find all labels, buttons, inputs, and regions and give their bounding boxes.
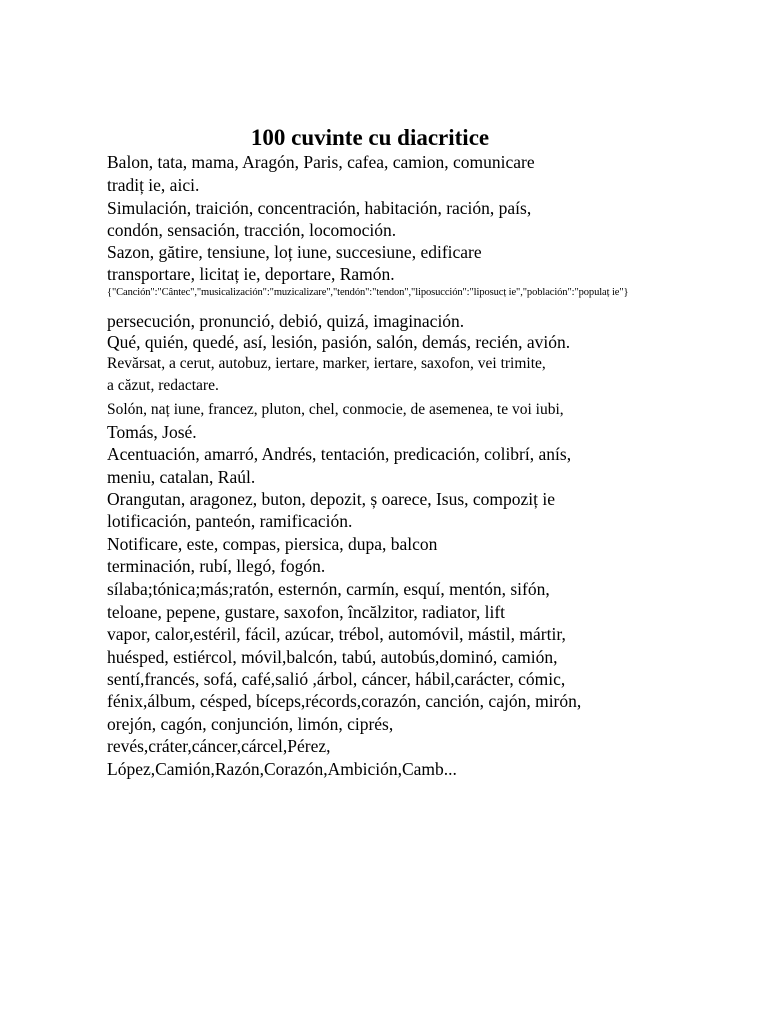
text-line: revés,cráter,cáncer,cárcel,Pérez, <box>107 736 331 756</box>
text-line: persecución, pronunció, debió, quizá, imaginación. <box>107 311 465 331</box>
text-line: a căzut, redactare. <box>107 377 219 394</box>
text-line: fénix,álbum, césped, bíceps,récords,corazón, canción, cajón, mirón, <box>107 691 582 711</box>
text-line: orejón, cagón, conjunción, limón, ciprés, <box>107 714 394 734</box>
text-line: huésped, estiércol, móvil,balcón, tabú, autobús,dominó, camión, <box>107 647 558 667</box>
text-line: vapor, calor,estéril, fácil, azúcar, trébol, automóvil, mástil, mártir, <box>107 624 566 644</box>
text-line: lotificación, panteón, ramificación. <box>107 511 353 531</box>
text-line: Simulación, traición, concentración, habitación, ración, país, <box>107 198 532 218</box>
text-line: meniu, catalan, Raúl. <box>107 467 256 487</box>
json-line: {"Canción":"Cântec","musicalización":"muzicalizare","tendón":"tendon","liposucción":"liposucț ie","población":"populaț ie"} <box>107 287 629 298</box>
text-line: Balon, tata, mama, Aragón, Paris, cafea, camion, comunicare <box>107 152 535 172</box>
document-title: 100 cuvinte cu diacritice <box>250 125 490 150</box>
text-line: Notificare, este, compas, piersica, dupa, balcon <box>107 534 438 554</box>
text-line: tradiț ie, aici. <box>107 175 200 195</box>
text-line: transportare, licitaț ie, deportare, Ramón. <box>107 264 395 284</box>
text-line: Tomás, José. <box>107 422 197 442</box>
text-line: Sazon, gătire, tensiune, loț iune, succesiune, edificare <box>107 242 482 262</box>
text-line: López,Camión,Razón,Corazón,Ambición,Camb... <box>107 759 457 779</box>
text-line: terminación, rubí, llegó, fogón. <box>107 556 326 576</box>
text-line: Solón, naț iune, francez, pluton, chel, conmocie, de asemenea, te voi iubi, <box>107 401 564 418</box>
text-line: Qué, quién, quedé, así, lesión, pasión, salón, demás, recién, avión. <box>107 332 571 352</box>
text-line: teloane, pepene, gustare, saxofon, încălzitor, radiator, lift <box>107 602 506 622</box>
text-line: condón, sensación, tracción, locomoción. <box>107 220 397 240</box>
text-line: Revărsat, a cerut, autobuz, iertare, marker, iertare, saxofon, vei trimite, <box>107 355 546 372</box>
text-line: sentí,francés, sofá, café,salió ,árbol, cáncer, hábil,carácter, cómic, <box>107 669 566 689</box>
text-line: Acentuación, amarró, Andrés, tentación, predicación, colibrí, anís, <box>107 444 572 464</box>
text-line: Orangutan, aragonez, buton, depozit, ș oarece, Isus, compoziț ie <box>107 489 556 509</box>
text-line: sílaba;tónica;más;ratón, esternón, carmín, esquí, mentón, sifón, <box>107 579 550 599</box>
